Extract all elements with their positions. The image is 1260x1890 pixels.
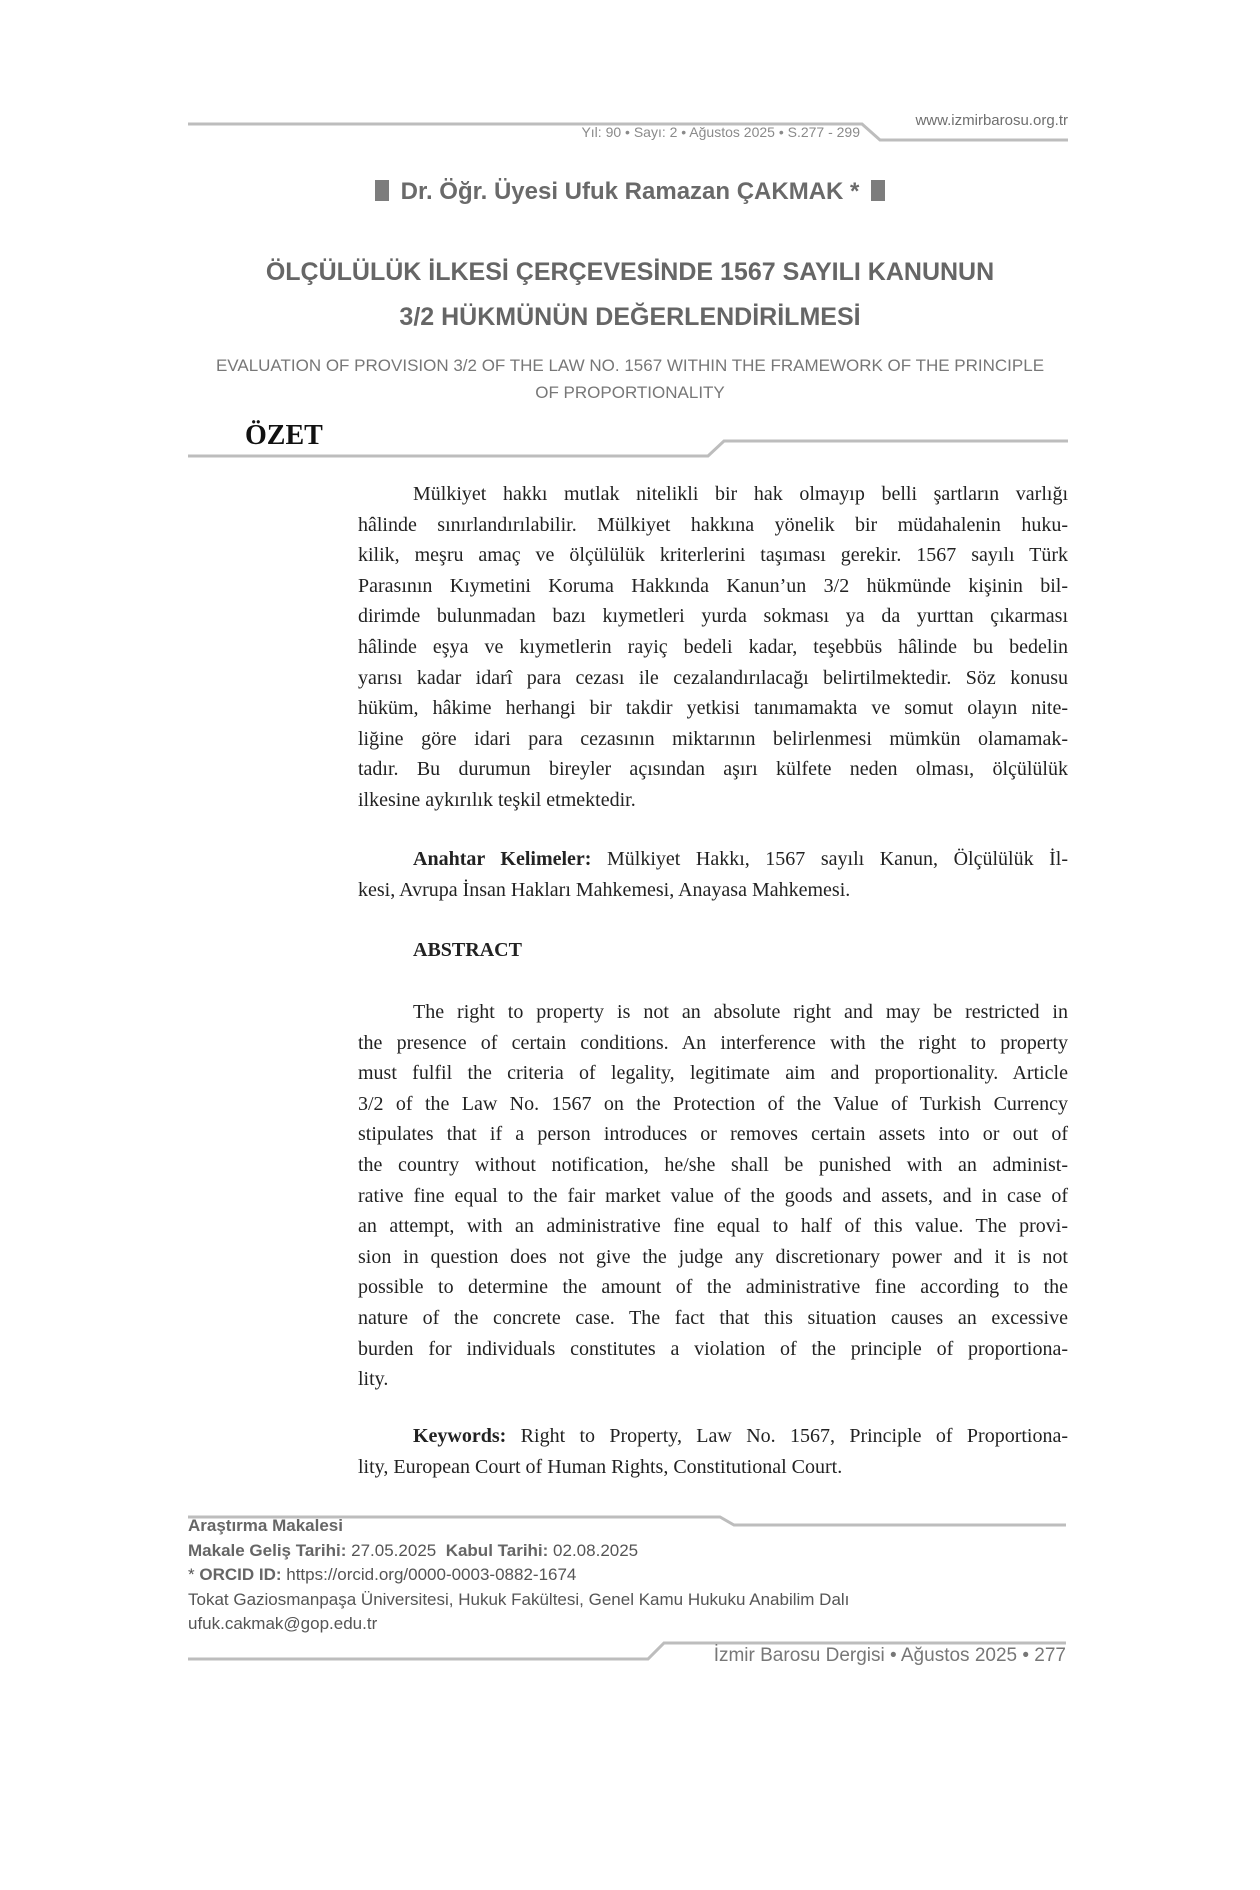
text-line: hâlinde sınırlandırılabilir. Mülkiyet hakkına yönelik bir müdahalenin huku-	[358, 513, 1068, 536]
square-bullet-icon	[871, 180, 885, 201]
keywords-line: kesi, Avrupa İnsan Hakları Mahkemesi, Anayasa Mahkemesi.	[358, 878, 851, 901]
text-line: liğine göre idari para cezasının miktarının belirlenmesi mümkün olamamak-	[358, 727, 1068, 750]
text-line: yarısı kadar idarî para cezası ile cezalandırılacağı belirtilmektedir. Söz konusu	[358, 666, 1068, 689]
text-line: Mülkiyet hakkı mutlak nitelikli bir hak olmayıp belli şartların varlığı	[413, 483, 1068, 505]
keywords-line	[358, 1421, 1068, 1452]
text-line: burden for individuals constitutes a violation of the principle of proportiona-	[358, 1337, 1068, 1360]
turkish-keywords	[358, 844, 1068, 905]
abstract-heading: ABSTRACT	[413, 939, 522, 961]
text-line: hâlinde eşya ve kıymetlerin rayiç bedeli kadar, teşebbüs hâlinde bu bedelin	[358, 635, 1068, 658]
text-line: 3/2 of the Law No. 1567 on the Protection of the Value of Turkish Currency	[358, 1092, 1068, 1115]
ozet-heading: ÖZET	[245, 420, 323, 451]
author-name: Dr. Öğr. Üyesi Ufuk Ramazan ÇAKMAK *	[400, 178, 860, 205]
text-line: stipulates that if a person introduces or removes certain assets into or out of	[358, 1123, 1068, 1146]
website-link[interactable]: www.izmirbarosu.org.tr	[915, 112, 1068, 129]
title-line-2: 3/2 HÜKMÜNÜN DEĞERLENDİRİLMESİ	[399, 303, 861, 331]
article-dates: Makale Geliş Tarihi: 27.05.2025 Kabul Tarihi: 02.08.2025	[188, 1540, 639, 1560]
author-email[interactable]: ufuk.cakmak@gop.edu.tr	[188, 1614, 378, 1633]
text-line: must fulfil the criteria of legality, legitimate aim and proportionality. Article	[358, 1062, 1068, 1085]
keywords-text: Right to Property, Law No. 1567, Principle of Proportiona-	[506, 1425, 1068, 1447]
english-keywords	[358, 1421, 1068, 1482]
affiliation: Tokat Gaziosmanpaşa Üniversitesi, Hukuk Fakültesi, Genel Kamu Hukuku Anabilim Dalı	[188, 1589, 850, 1609]
author-line	[0, 178, 1260, 206]
english-title	[180, 352, 1080, 406]
text-line: rative fine equal to the fair market value of the goods and assets, and in case of	[358, 1184, 1068, 1207]
text-line: the presence of certain conditions. An interference with the right to property	[358, 1031, 1068, 1054]
text-line: lity.	[358, 1368, 389, 1391]
orcid: * ORCID ID: https://orcid.org/0000-0003-0882-1674	[188, 1565, 577, 1584]
keywords-label: Anahtar Kelimeler:	[413, 848, 592, 870]
page-footer: İzmir Barosu Dergisi • Ağustos 2025 • 277	[713, 1645, 1066, 1666]
text-line: ilkesine aykırılık teşkil etmektedir.	[358, 788, 636, 811]
text-line: the country without notification, he/she shall be punished with an administ-	[358, 1153, 1068, 1176]
keywords-label: Keywords:	[413, 1425, 507, 1447]
text-line: kilik, meşru amaç ve ölçülülük kriterlerini taşıması gerekir. 1567 sayılı Türk	[358, 544, 1068, 567]
text-line: possible to determine the amount of the administrative fine according to the	[358, 1276, 1068, 1299]
text-line: Parasının Kıymetini Koruma Hakkında Kanun’un 3/2 hükmünde kişinin bil-	[358, 574, 1068, 597]
text-line: sion in question does not give the judge any discretionary power and it is not	[358, 1245, 1068, 1268]
article-footnote	[188, 1514, 849, 1637]
issue-info: Yıl: 90 • Sayı: 2 • Ağustos 2025 • S.277 - 299	[581, 124, 860, 140]
text-line: The right to property is not an absolute right and may be restricted in	[413, 1001, 1068, 1023]
keywords-line: lity, European Court of Human Rights, Constitutional Court.	[358, 1455, 843, 1478]
text-line: tadır. Bu durumun bireyler açısından aşırı külfete neden olması, ölçülülük	[358, 758, 1068, 781]
orcid-link[interactable]: https://orcid.org/0000-0003-0882-1674	[281, 1565, 577, 1584]
ozet-paragraph	[358, 479, 1068, 816]
title-line-1: ÖLÇÜLÜLÜK İLKESİ ÇERÇEVESİNDE 1567 SAYILI KANUNUN	[265, 258, 995, 286]
keywords-text: Mülkiyet Hakkı, 1567 sayılı Kanun, Ölçülülük İl-	[591, 848, 1068, 870]
text-line: nature of the concrete case. The fact that this situation causes an excessive	[358, 1306, 1068, 1329]
text-line: hüküm, hâkime herhangi bir takdir yetkisi tanımamakta ve somut olayın nite-	[358, 697, 1068, 720]
text-line: an attempt, with an administrative fine equal to half of this value. The provi-	[358, 1215, 1068, 1238]
article-type: Araştırma Makalesi	[188, 1516, 343, 1535]
english-title-line-1: EVALUATION OF PROVISION 3/2 OF THE LAW NO. 1567 WITHIN THE FRAMEWORK OF THE PRINCIPLE	[215, 356, 1045, 375]
text-line: dirimde bulunmadan bazı kıymetleri yurda sokması ya da yurttan çıkarması	[358, 605, 1068, 628]
english-title-line-2: OF PROPORTIONALITY	[535, 383, 725, 402]
abstract-paragraph	[358, 997, 1068, 1395]
keywords-line	[358, 844, 1068, 875]
square-bullet-icon	[375, 180, 389, 201]
